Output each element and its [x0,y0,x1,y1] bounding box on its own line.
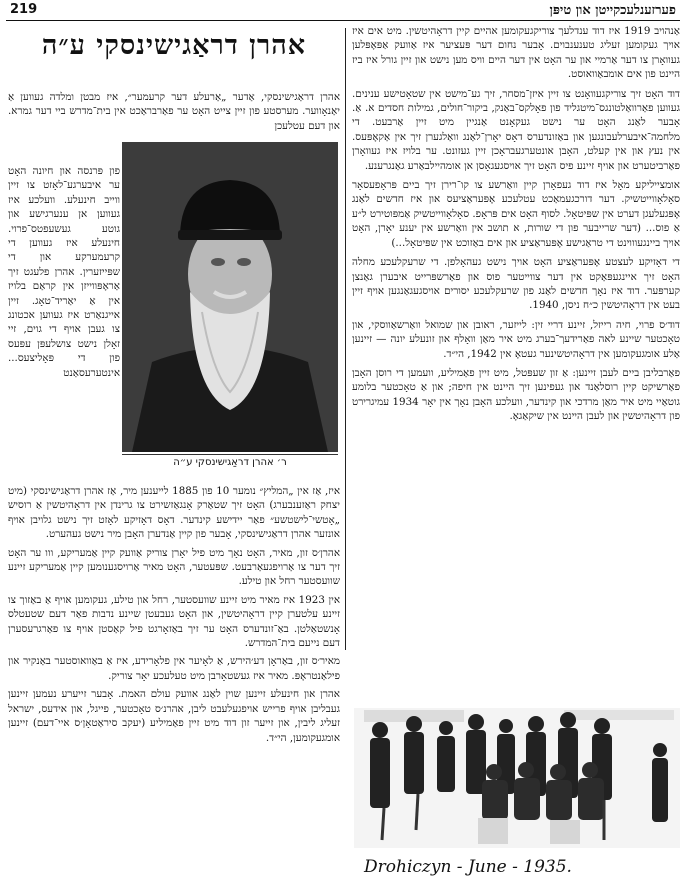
right-paragraph-6: פאַרבליבן ביים לעבן זיינען: אַ זון שעפּטל, מיט זיין פאַמיליע, וועמען די רוסן האָבן פאַרשיקט קיין רוסלאַנד און געפינען זיך היינט אין חיפה; און אַ טאָכטער בלומע גוטאַיי מיט איר מאַן מרדכי און קינדער, וועלכע האָבן נאָך אין יאָר 1934 עמיגרירט פון דראָהיטשין און לעבן היינט אין שיקאַגאָ. [352,366,680,423]
right-paragraph-1: אַנהויב 1919 איז דוד ענדלעך צוריקגעקומען אהיים קיין דראָהיטשין. מיט אים איז אויך געקומען זעליג טענענבוים. אָבער נחום דער פּעציער איז אַוועק אַפּאָפּלען געוואָרן צו דער אַרמיי און ער האָט אין דער היים וויס מען נישט און זיין גורל איז ביז היינט פון אים אומבאַוואוסט. [352,25,680,81]
running-title: פערזענלעכקייטן און טיפּן [549,3,676,18]
caption-rule [122,454,338,455]
right-paragraph-5: דוד׳ס פרוי, חיה רייזל, זיינע דריי זין: לייזער, ראובן און שמואל וואַרשאַווסקי, און טאָכטער שיינע לאה פאַרידעך־בערג מיט איר מאַן וואָלף און זונעלע יונה — זיינען אַלע אומגעקומען אין דראָהיטשינער געטאָ אין 1942, הי״ד. [352,318,680,360]
left-paragraph-4: מאיר׳ס זון, באַראָן דע׳הירש, אַ לאָיער אין פלאָרידע, איז אַ באַוואוסטער באַנקיר און פילאַנטראָפּ. מאיר איז געשטאָרבן מיט טעלעכע יאָר צוריק. [8,655,340,682]
portrait-image [122,142,338,452]
right-column [352,24,680,429]
group-photo [354,680,680,880]
right-paragraph-4: די דאָזיקע לעצטע אָפּעראַציע האָט אויך נישט געהאָלפן. די שרעקלעכע מחלה האָט זיך איינגעפּאַקט אין דער צווייטער פוס און פאַרשפּרייט איבערן גאַנצן קערפּער. דוד איז נאָך חדשים לאַנג פון שרעקלעכע יסורים אויסגעגאַנגען אויף זיין בעט אין דראָהיטשין כ״ח ניסן, 1940. [352,256,680,312]
right-paragraph-3: אומצייליקע מאָל איז דוד געפאָרן קיין וואַרשע צו קו־רירן זיך ביים פּראָפעסאָר סאָלאָווייטשיק. דער דורכגעמאַכט עטלעכע אָפּעראַציעס און איז חדשים לאַנג אָפּגעלעגן דערט אין שפּיטאָל. לסוף האָט אים פּראָפ. סאָלאָווייטשיק אַמפּוטירט ל״ע אַ פוס... (דער שרייבער פון די שורות, א תושב אין וואַרשע אין יענע יאָרן, האָט אויך ביינגעוווינט די טראַגישע אָפּעראַציע און אים באַזוכט אין שפּיטאָל...) [352,179,680,249]
left-paragraph-1: איז, אַז אין „המליץ״ נומער 10 פון 1885 לייענען מיר, אַז אהרן דראַגישינסקי (מיט יצחק ראַזענבערג) האָט זיך שטאַרק אָנגאַזשירט צו גרינדן אין דראָהיטשין אַ רוסיש „אָטשי־לישטשע״ פאַר יידישע קינדער. דאָס דאָזיקע לאָזט זיך נישט גלויבן אויף אונזער אהרן דראַגישינסקי, אָבער פון קיין אַנדערן האָבן מיר נישט געהערט. [8,485,341,541]
portrait-photo [122,142,338,452]
article-wrap-text: פון פּרנסה און חיונה האָט ער איבערגע־לאָזט צו זיין ווייב חינעלע. וועלכע איז געווען אן ענערגישע און גוטע געשעפטס־פרוי. חינעלע איז געווען די קרעמערקע און די שפּייזערין. אהרן פלעגט זיך אַראָפּווייזן אין קראַם בלויז אין אַ יאַריד־טאָג. זיין אייגנאַרט איז געווען אכטונג צו געבן אויף די גוים, זיי זאָלן נישט צושלעפּן עפּעס פון די פּאָליצעס... אינטערעסאַנט [8,165,120,379]
photo-inscription: Drohiczyn - June - 1935. [364,857,572,877]
group-photo-image [354,680,680,880]
right-paragraph-2: דוד האָט זיך צוריקגעוואָנט צו זיין איזן־מסחר, זיך גע־מישט אין שטאָטישע ענינים. געווען פאַרוואַלטונגס־מיטגליד פון פאָלקס־באַנק, ביקור־חולים, גמילות חסדים א. אַ. אָבער לאַנג האָט ער נישט געקאָנט אַנגיין מיט זיין אַרבעט. די מלחמה־איבערלעבונגען און באַזונדערס דאָס יאָרן־לאַנג וואַלגערן זיך אין אַקאָפּעס. אין נעץ און אין קעלט, האָבן אונטערגעבראָכן זיין געזונט. ער בלויז איז געוואָרן פאַרביטערט און אויף זיינע פיס האָט זיך אויסגעגאָסן אן אומהיילבאַרע גאַנגרענע. [352,87,680,172]
running-header [6,2,680,21]
left-paragraph-2: אהרן׳ס זון, מאיר, האָט נאָך מיט פיל יאָרן צוריק אַוועק קיין אַמעריקע, ווו ער האָט זיך דער צו אַרויפגעאַרבעט. שפּעטער, האָט מאיר אַרויסגענומען קיין אַמעריקע זיינע שוועסטער רחל און טילע. [8,546,340,588]
left-paragraph-5: אהרן און חינעלע זיינען שוין לאַנג אוועק עולם האמת. אָבער זייערע נעמען זיינען געבליבן אויף פרייש אויפגעלעבט ליבן, אהרנ׳ס טאָכטער, פייגל, און אידעס, ישראל זעליג ליבין, און זייער זון דוד מיט זיין פאַמיליע (יעקב סיראַטאָן׳ס איי־דעם) זיינען אומגעקומען, הי״ד. [8,688,340,744]
left-column-bottom [8,484,340,749]
column-divider [345,28,346,650]
article-intro: אהרן דראַגישינסקי, אַדער „אַרעלע דער קרעמער״, איז מבטן ומלדה געווען אַ יאַנאָווער. מערסטע פון זיין צייט האָט ער פאַרבראַכט אין בית־מדרש ביי דער גמרא. און דעם עטלעכן [8,91,340,132]
portrait-caption: ר׳ אהרן דראַגישינסקי ע״ה [173,457,287,468]
article-title: אהרן דראַגישינסקי ע״ה [41,30,307,61]
page-number: 219 [10,2,38,17]
left-paragraph-3: אין 1923 איז מאיר מיט זיינע שוועסטער, רחל און טילע, געקומען אויף אַ באַזוך צו זיינע עלטערן קיין דראָהיטשין, און האָט געבעטן שיינע נדבות פאַר דעם שטעטלס אָנשטאַלטן. באַ־זונדערס האָט ער זיך באַזאָרגט פיל קאַסטן אויף צו פאַרגרעסערן דעם נייעם בית־המדרש. [8,593,340,650]
